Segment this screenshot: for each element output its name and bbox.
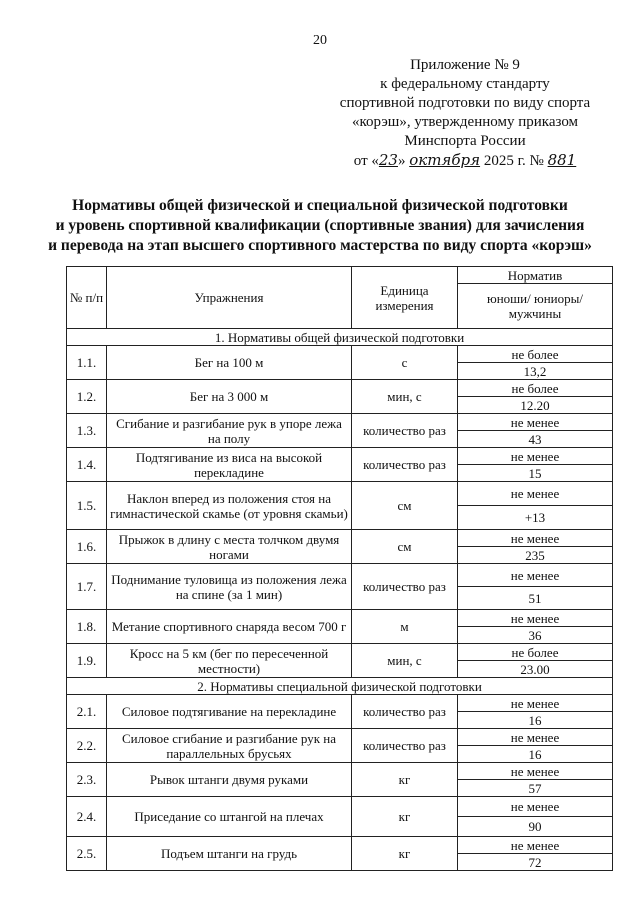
header-group: юноши/ юниоры/ мужчины [458,284,613,329]
row-exercise: Наклон вперед из положения стоя на гимнастической скамье (от уровня скамьи) [107,482,352,530]
appendix-line: Минспорта России [404,133,526,149]
handwritten-month: октября [409,151,481,169]
row-number: 1.2. [67,380,107,414]
section-row [67,678,613,695]
row-condition: не менее [458,763,613,780]
document-title [30,196,610,256]
norms-table [66,266,613,871]
section-row [67,329,613,346]
appendix-line: «корэш», утвержденному приказом [351,114,579,130]
row-value: 12.20 [458,397,613,414]
table-row [67,763,613,780]
section-title: 1. Нормативы общей физической подготовки [67,329,613,346]
row-number: 2.1. [67,695,107,729]
table-row [67,346,613,363]
row-exercise: Подтягивание из виса на высокой перекладине [107,448,352,482]
title-line: Нормативы общей физической и специальной физической подготовки [72,197,568,214]
row-unit: количество раз [352,448,458,482]
row-number: 1.3. [67,414,107,448]
table-row [67,448,613,465]
row-exercise: Приседание со штангой на плечах [107,797,352,837]
row-condition: не менее [458,837,613,854]
table-row [67,729,613,746]
row-condition: не менее [458,482,613,506]
table-row [67,695,613,712]
row-unit: кг [352,837,458,871]
row-number: 1.4. [67,448,107,482]
row-condition: не менее [458,448,613,465]
row-value: 51 [458,587,613,610]
row-value: 16 [458,746,613,763]
row-condition: не более [458,644,613,661]
row-condition: не менее [458,695,613,712]
row-number: 1.5. [67,482,107,530]
row-exercise: Силовое сгибание и разгибание рук на параллельных брусьях [107,729,352,763]
row-unit: мин, с [352,380,458,414]
row-value: 43 [458,431,613,448]
page-number: 20 [313,33,327,48]
row-value: 15 [458,465,613,482]
table-row [67,837,613,854]
row-exercise: Кросс на 5 км (бег по пересеченной местности) [107,644,352,678]
row-unit: количество раз [352,729,458,763]
row-unit: количество раз [352,414,458,448]
row-exercise: Силовое подтягивание на перекладине [107,695,352,729]
row-unit: м [352,610,458,644]
table-row [67,380,613,397]
header-row [67,267,613,284]
row-value: 36 [458,627,613,644]
row-number: 2.3. [67,763,107,797]
table-row [67,414,613,431]
title-line: и перевода на этап высшего спортивного мастерства по виду спорта «корэш» [48,237,592,254]
row-exercise: Бег на 100 м [107,346,352,380]
row-unit: количество раз [352,695,458,729]
row-number: 1.9. [67,644,107,678]
row-unit: количество раз [352,564,458,610]
row-number: 2.4. [67,797,107,837]
order-date-line [330,151,600,171]
table-row [67,530,613,547]
row-value: 72 [458,854,613,871]
row-number: 2.2. [67,729,107,763]
table-row [67,564,613,587]
row-value: 235 [458,547,613,564]
row-value: 90 [458,817,613,837]
row-unit: с [352,346,458,380]
row-exercise: Поднимание туловища из положения лежа на спине (за 1 мин) [107,564,352,610]
row-condition: не менее [458,797,613,817]
appendix-line: спортивной подготовки по виду спорта [339,95,591,111]
appendix-line: к федеральному стандарту [380,76,550,92]
header-unit: Единица измерения [352,267,458,329]
appendix-line: Приложение № 9 [410,57,520,73]
row-unit: см [352,482,458,530]
row-number: 1.7. [67,564,107,610]
header-norm: Норматив [458,267,613,284]
row-unit: кг [352,763,458,797]
row-value: 16 [458,712,613,729]
table-row [67,482,613,506]
date-prefix: от « [353,153,379,169]
row-value: 57 [458,780,613,797]
row-exercise: Бег на 3 000 м [107,380,352,414]
row-exercise: Сгибание и разгибание рук в упоре лежа на полу [107,414,352,448]
table-row [67,644,613,661]
row-value: 23.00 [458,661,613,678]
row-condition: не менее [458,610,613,627]
row-number: 2.5. [67,837,107,871]
title-line: и уровень спортивной квалификации (спортивные звания) для зачисления [55,217,585,234]
row-condition: не менее [458,414,613,431]
row-condition: не менее [458,564,613,587]
year-text: 2025 г. № [483,153,544,169]
row-exercise: Рывок штанги двумя руками [107,763,352,797]
row-condition: не более [458,346,613,363]
row-unit: см [352,530,458,564]
table-row [67,797,613,817]
row-condition: не менее [458,530,613,547]
row-number: 1.6. [67,530,107,564]
row-unit: мин, с [352,644,458,678]
row-value: 13,2 [458,363,613,380]
handwritten-number: 881 [547,151,577,169]
appendix-block [330,56,600,171]
row-value: +13 [458,506,613,530]
header-exercise: Упражнения [107,267,352,329]
date-mid: » [397,153,406,169]
row-exercise: Прыжок в длину с места толчком двумя ногами [107,530,352,564]
row-exercise: Подъем штанги на грудь [107,837,352,871]
table-row [67,610,613,627]
row-number: 1.8. [67,610,107,644]
handwritten-day: 23 [378,151,398,169]
row-condition: не менее [458,729,613,746]
row-condition: не более [458,380,613,397]
row-unit: кг [352,797,458,837]
header-num: № п/п [67,267,107,329]
section-title: 2. Нормативы специальной физической подготовки [67,678,613,695]
row-number: 1.1. [67,346,107,380]
row-exercise: Метание спортивного снаряда весом 700 г [107,610,352,644]
